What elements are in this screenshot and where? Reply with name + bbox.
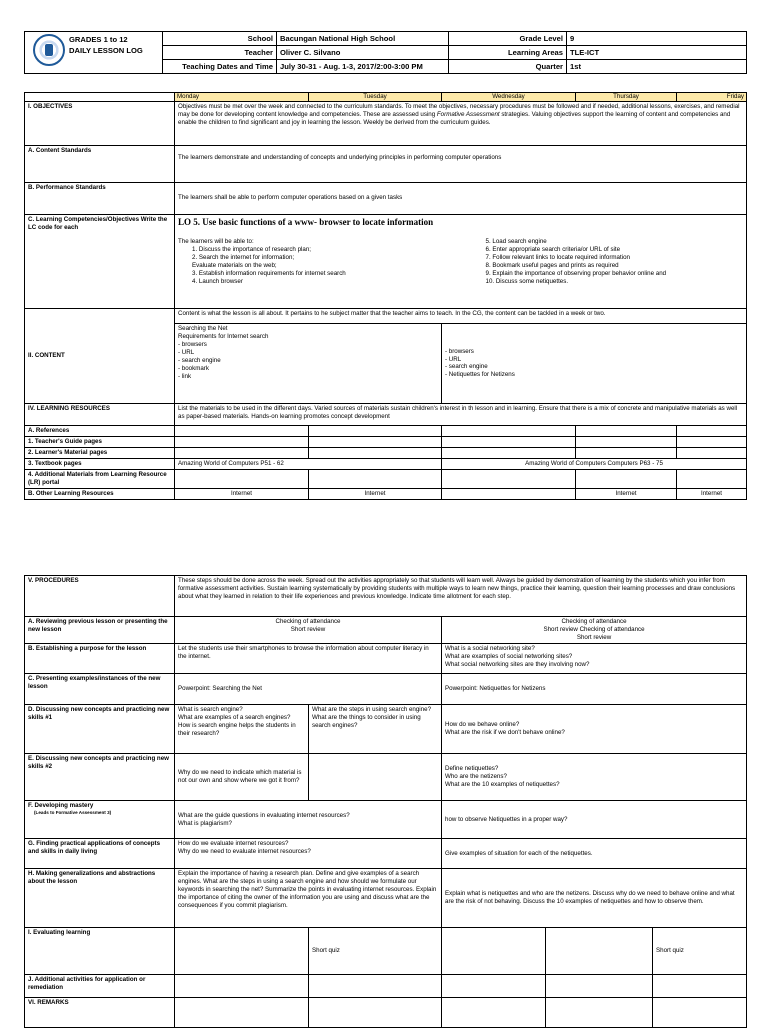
proc-b-right-line: What is a social networking site?: [445, 645, 535, 652]
proc-h-right: Explain what is netiquettes and who are the netizens. Discuss why do we need to behave online and what are the risk of not behaving. Discuss the 10 examples of netiquettes and how to observe them.: [442, 869, 747, 928]
remarks-row: [25, 998, 747, 1028]
proc-e-line: Who are the netizens?: [445, 773, 507, 781]
proc-e-row: [25, 754, 747, 801]
proc-h-row: [25, 869, 747, 928]
proc-f-line: What are the guide questions in evaluating internet resources?: [178, 811, 350, 819]
proc-f-line: What is plagiarism?: [178, 819, 232, 827]
proc-i-label: I. Evaluating learning: [25, 928, 175, 975]
objectives-text-emphasis: Formative Assessment: [436, 110, 500, 118]
grades-title: GRADES 1 to 12: [69, 35, 128, 44]
grade-level-value: 9: [567, 32, 747, 46]
performance-standards-row: [25, 182, 747, 214]
objectives-text: [175, 101, 747, 145]
school-label: School: [163, 32, 277, 46]
proc-b-label: B. Establishing a purpose for the lesson: [25, 644, 175, 674]
proc-a-row: [25, 617, 747, 644]
additional-materials-label: 4. Additional Materials from Learning Resource (LR) portal: [25, 469, 175, 488]
references-label: A. References: [25, 425, 175, 436]
proc-f-title: F. Developing mastery: [28, 802, 94, 809]
competency-item: Evaluate materials on the web;: [192, 262, 277, 270]
other-resources-label: B. Other Learning Resources: [25, 488, 175, 499]
competencies-left: [178, 238, 436, 286]
internet-friday: Internet: [677, 488, 747, 499]
proc-j-row: [25, 975, 747, 998]
proc-c-left: Powerpoint: Searching the Net: [175, 674, 442, 705]
textbook-thursday: Amazing World of Computers Computers P63 - 75: [442, 458, 747, 469]
proc-e-line: Define netiquettes?: [445, 765, 499, 773]
content-standards-row: [25, 145, 747, 182]
proc-f-label: [25, 801, 175, 839]
lo-title: LO 5. Use basic functions of a www- browser to locate information: [178, 216, 434, 227]
proc-d-line: What are the risk if we don't behave online?: [445, 729, 565, 736]
learners-material-label: 2. Learner's Material pages: [25, 447, 175, 458]
content-note: Content is what the lesson is all about. It pertains to he subject matter that the teacher aims to teach. In the CG, the content can be tackled in a week or two.: [175, 308, 747, 323]
competency-item: 5. Load search engine: [485, 238, 547, 246]
header-title-block: [69, 34, 143, 56]
content-topic: - browsers: [178, 340, 207, 348]
proc-a-left-line: Checking of attendance: [275, 618, 341, 625]
proc-h-left: Explain the importance of having a research plan. Define and give examples of a search engines. What are the steps in using a search engine and how should we formulate our keywords in searching the net? Summarize the points in evaluating internet resources. Explain the importance of citing the owner of the information you are using and discuss what are the consequences if you commit plagiarism.: [175, 869, 442, 928]
resources-row: [25, 403, 747, 425]
proc-g-line: Why do we need to evaluate internet resources?: [178, 847, 311, 855]
competency-item: 1. Discuss the importance of research plan;: [192, 246, 311, 254]
objectives-text-a: Objectives must be met over the week and connected to the curriculum standards. To meet the objectives, necessary procedures must be followed and if needed, additional lessons, exercises, and remedial may be done for developing content knowledge and competencies. These are assessed using: [178, 102, 740, 118]
proc-a-right-line: Checking of attendance: [561, 618, 627, 625]
proc-e-right: [442, 754, 747, 801]
deped-seal-cell: [25, 32, 163, 74]
remarks-label: VI. REMARKS: [25, 998, 175, 1028]
grade-level-label: Grade Level: [449, 32, 567, 46]
content-standards-text: The learners demonstrate and understanding of concepts and underlying principles in performing computer operations: [175, 145, 747, 182]
resources-text: List the materials to be used in the different days. Varied sources of materials sustain children's interest in th lesson and in learning. Ensure that there is a mix of concrete and manipulative materials as well as paper-based materials. Hands-on learning promotes concept development: [175, 403, 747, 425]
proc-f-left: [175, 801, 442, 839]
objectives-row: [25, 101, 747, 145]
content-note-row: [25, 308, 747, 323]
content-topic: Searching the Net: [178, 324, 228, 332]
content-standards-label: A. Content Standards: [25, 145, 175, 182]
lesson-log-table-2: [24, 575, 747, 1028]
references-row: [25, 425, 747, 436]
teacher-label: Teacher: [163, 46, 277, 60]
proc-d-line: How is search engine helps the students in their research?: [178, 721, 296, 737]
proc-e-monday: Why do we need to indicate which material is not our own and show where we got it from?: [175, 754, 309, 801]
textbook-monday: Amazing World of Computers P51 - 62: [175, 458, 442, 469]
proc-d-line: What are the things to consider in using search engines?: [312, 713, 421, 729]
quarter-value: 1st: [567, 60, 747, 74]
competency-item: 3. Establish information requirements for internet search: [192, 270, 346, 278]
performance-standards-label: B. Performance Standards: [25, 182, 175, 214]
teachers-guide-row: [25, 436, 747, 447]
competencies-lists: [178, 238, 743, 286]
competency-item: 2. Search the internet for information;: [192, 254, 295, 262]
proc-g-label: G. Finding practical applications of concepts and skills in daily living: [25, 839, 175, 869]
proc-b-row: [25, 644, 747, 674]
learning-areas-value: TLE-ICT: [567, 46, 747, 60]
proc-d-row: [25, 705, 747, 754]
proc-g-line: How do we evaluate internet resources?: [178, 840, 289, 847]
procedures-row: [25, 576, 747, 617]
proc-j-label: J. Additional activities for application or remediation: [25, 975, 175, 998]
competencies-intro: The learners will be able to:: [178, 238, 254, 246]
content-topic: - URL: [178, 348, 195, 356]
proc-c-label: C. Presenting examples/instances of the new lesson: [25, 674, 175, 705]
content-topic: - bookmark: [178, 364, 209, 372]
proc-b-right-line: What social networking sites are they involving now?: [445, 660, 590, 668]
proc-d-line: How do we behave online?: [445, 721, 520, 729]
proc-c-row: [25, 674, 747, 705]
competency-item: 7. Follow relevant links to locate required information: [485, 254, 630, 262]
internet-tuesday: Internet: [309, 488, 442, 499]
content-topic: - link: [178, 372, 192, 380]
competency-item: 10. Discuss some netiquettes.: [485, 278, 569, 286]
day-thursday: Thursday: [576, 93, 677, 102]
content-topics-right: [442, 323, 747, 403]
header-table: [24, 31, 747, 74]
competencies-label: C. Learning Competencies/Objectives Write the LC code for each: [25, 214, 175, 308]
quiz-tuesday: Short quiz: [309, 928, 442, 975]
proc-c-right: Powerpoint: Netiquettes for Netizens: [442, 674, 747, 705]
day-monday: Monday: [175, 93, 309, 102]
proc-g-left: [175, 839, 442, 869]
textbook-label: 3. Textbook pages: [25, 458, 175, 469]
competency-item: 4. Launch browser: [192, 278, 243, 286]
proc-b-right: [442, 644, 747, 674]
proc-a-right-line: Short review: [576, 633, 612, 641]
objectives-text-b: strategies. Valuing objectives support the learning of content and competencies and enable the children to find significant and joy in learning the lesson. Weekly be derived from the curriculum guides.: [178, 110, 731, 126]
competencies-cell: [175, 214, 747, 308]
proc-a-label: A. Reviewing previous lesson or presenting the new lesson: [25, 617, 175, 644]
learners-material-row: [25, 447, 747, 458]
proc-d-line: What is search engine?: [178, 706, 243, 713]
internet-thursday: Internet: [576, 488, 677, 499]
content-topic: - search engine: [445, 363, 488, 371]
proc-f-subtitle: (Leads to Formative Assessment 3): [34, 809, 112, 815]
day-wednesday: Wednesday: [442, 93, 576, 102]
performance-standards-text: The learners shall be able to perform computer operations based on a given tasks: [175, 182, 747, 214]
procedures-label: V. PROCEDURES: [25, 576, 175, 617]
proc-d-line: What are examples of a search engines?: [178, 713, 291, 721]
proc-d-line: What are the steps in using search engine?: [312, 706, 432, 713]
content-topic: - Netiquettes for Netizens: [445, 371, 515, 379]
content-topic: - URL: [445, 355, 462, 363]
dates-label: Teaching Dates and Time: [163, 60, 277, 74]
lesson-log-table-1: [24, 92, 747, 500]
proc-b-right-line: What are examples of social networking sites?: [445, 652, 573, 660]
additional-materials-row: [25, 469, 747, 488]
proc-g-row: [25, 839, 747, 869]
proc-a-right-line: Short review Checking of attendance: [543, 625, 645, 633]
quiz-friday: Short quiz: [653, 928, 747, 975]
proc-d-tuesday: [309, 705, 442, 754]
proc-g-right: Give examples of situation for each of the netiquettes.: [442, 839, 747, 869]
deped-seal-icon: [33, 34, 65, 66]
internet-monday: Internet: [175, 488, 309, 499]
content-topics-left: [175, 323, 442, 403]
proc-i-row: [25, 928, 747, 975]
learning-areas-label: Learning Areas: [449, 46, 567, 60]
content-topic: Requirements for Internet search: [178, 332, 269, 340]
days-header-blank: [25, 93, 175, 102]
quarter-label: Quarter: [449, 60, 567, 74]
days-header-row: [25, 93, 747, 102]
resources-label: IV. LEARNING RESOURCES: [25, 403, 175, 425]
competency-item: 8. Bookmark useful pages and prints as required: [485, 262, 619, 270]
proc-a-left: [175, 617, 442, 644]
log-title: DAILY LESSON LOG: [69, 46, 143, 55]
day-tuesday: Tuesday: [309, 93, 442, 102]
teachers-guide-label: 1. Teacher's Guide pages: [25, 436, 175, 447]
competencies-row: [25, 214, 747, 308]
day-friday: Friday: [677, 93, 747, 102]
proc-f-row: [25, 801, 747, 839]
teacher-value: Oliver C. Silvano: [277, 46, 449, 60]
proc-f-right: how to observe Netiquettes in a proper way?: [442, 801, 747, 839]
proc-e-label: E. Discussing new concepts and practicing new skills #2: [25, 754, 175, 801]
competency-item: 9. Explain the importance of observing proper behavior online and: [485, 270, 667, 278]
objectives-label: I. OBJECTIVES: [25, 101, 175, 145]
proc-a-right: [442, 617, 747, 644]
school-value: Bacungan National High School: [277, 32, 449, 46]
content-topic: - search engine: [178, 356, 221, 364]
proc-b-left: Let the students use their smartphones to browse the information about computer literacy in the internet.: [175, 644, 442, 674]
content-topic: - browsers: [445, 347, 474, 355]
competency-item: 6. Enter appropriate search criteria/or URL of site: [485, 246, 621, 254]
content-label: II. CONTENT: [25, 308, 175, 403]
proc-e-line: What are the 10 examples of netiquettes?: [445, 780, 560, 788]
textbook-row: [25, 458, 747, 469]
other-resources-row: [25, 488, 747, 499]
competencies-right: [446, 238, 744, 286]
procedures-text: These steps should be done across the week. Spread out the activities appropriately so that students will learn well. Always be guided by demonstration of learning by the students which you infer from formative assessment activities. Sustain learning systematically by providing students with multiple ways to learn new things, practice their learning, question their learning processes and draw conclusions about what they learned in relation to their life experiences and previous knowledge. Indicate time allotment for each step.: [175, 576, 747, 617]
proc-d-right: [442, 705, 747, 754]
dates-value: July 30-31 - Aug. 1-3, 2017/2:00-3:00 PM: [277, 60, 449, 74]
proc-d-monday: [175, 705, 309, 754]
proc-a-left-line: Short review: [290, 625, 326, 633]
proc-d-label: D. Discussing new concepts and practicing new skills #1: [25, 705, 175, 754]
proc-h-label: H. Making generalizations and abstractions about the lesson: [25, 869, 175, 928]
